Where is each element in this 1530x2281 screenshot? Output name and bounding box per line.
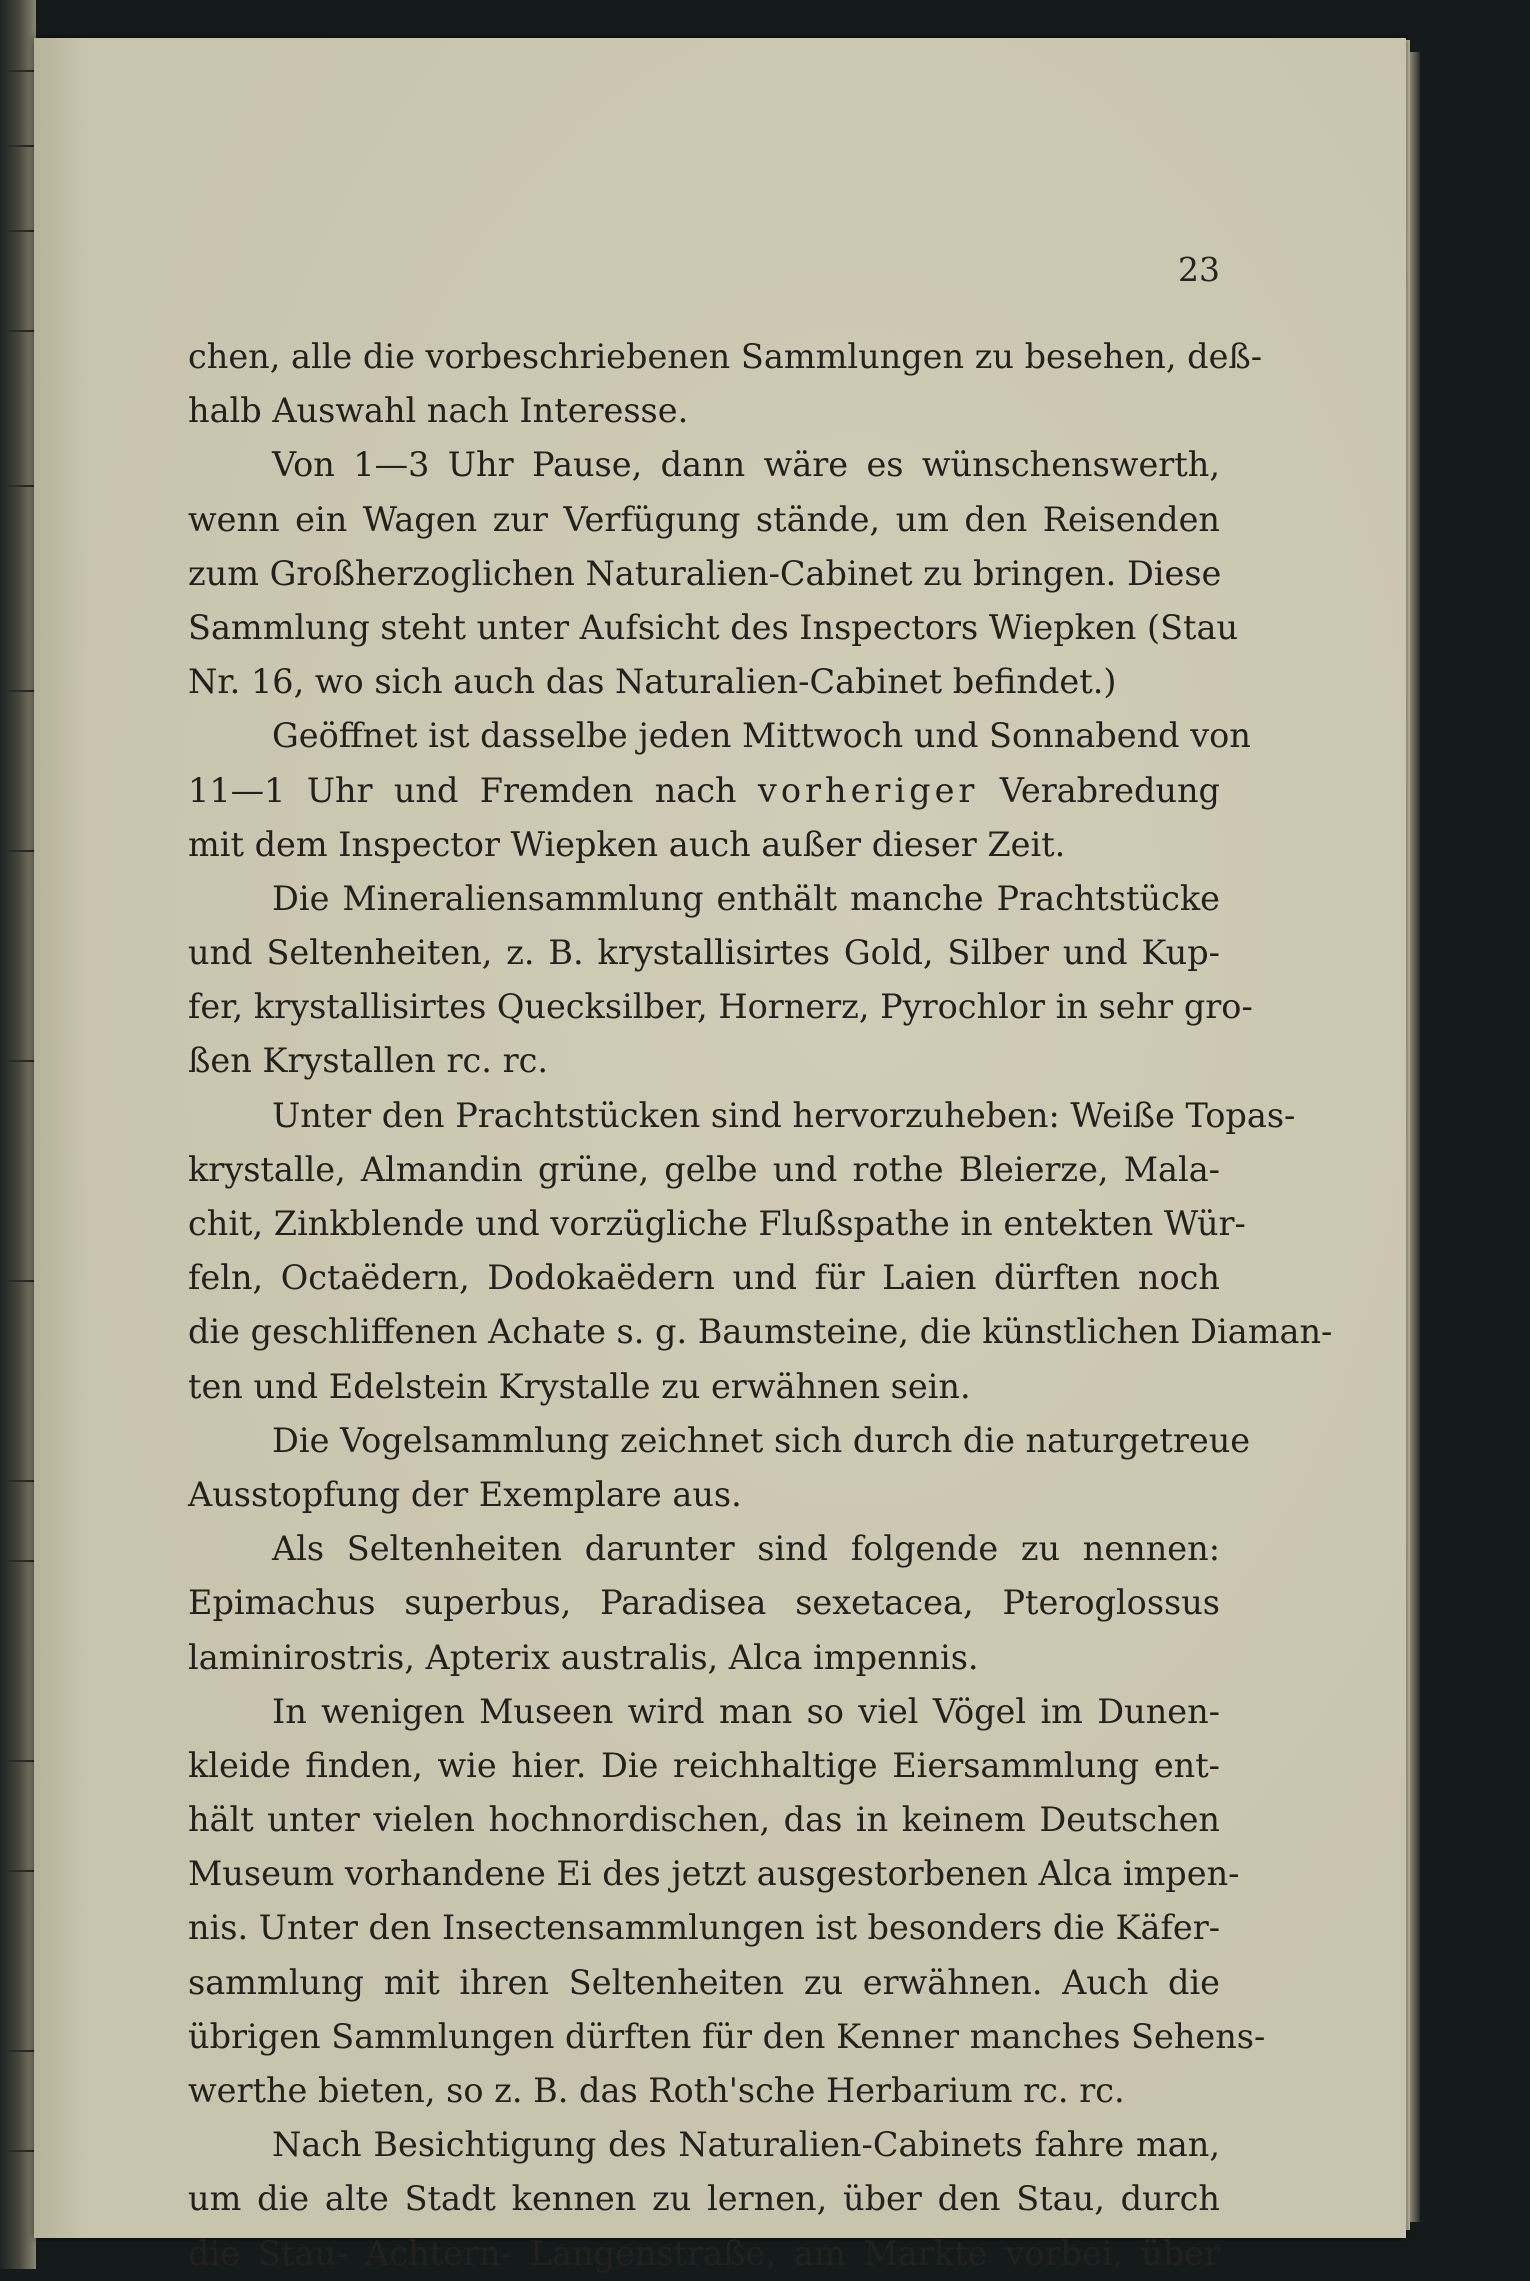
text-line: Ausstopfung der Exemplare aus. (188, 1474, 742, 1514)
stitch-mark (8, 70, 34, 72)
text-line: Als Seltenheiten darunter sind folgende zu nennen: (272, 1529, 1220, 1569)
text-line: laminirostris, Apterix australis, Alca impennis. (188, 1637, 979, 1677)
stitch-mark (8, 485, 34, 487)
text-line: übrigen Sammlungen dürften für den Kenner manches Sehens- (188, 2016, 1266, 2056)
stitch-mark (8, 1060, 34, 1062)
stitch-mark (8, 1760, 34, 1762)
text-line: 11—1 Uhr und Fremden nach vorheriger Verabredung (188, 770, 1221, 810)
text-line: chen, alle die vorbeschriebenen Sammlungen zu besehen, deß- (188, 337, 1263, 376)
stitch-mark (8, 1870, 34, 1872)
stitch-mark (8, 2050, 34, 2052)
page-number: 23 (1178, 250, 1220, 289)
text-line: wenn ein Wagen zur Verfügung ständе, um den Reisenden (188, 499, 1220, 539)
text-line: Sammlung steht unter Aufsicht des Inspectors Wiepken (Stau (188, 607, 1239, 647)
stitch-mark (8, 1480, 34, 1482)
text-line: Die Vogelsammlung zeichnet sich durch die naturgetreue (272, 1420, 1251, 1460)
text-line: Von 1—3 Uhr Pause, dann wäre es wünschenswerth, (272, 445, 1220, 485)
text-line: ßen Krystallen rc. rc. (188, 1041, 548, 1081)
text-line: Geöffnet ist dasselbe jeden Mittwoch und Sonnabend von (272, 716, 1251, 756)
text-line: zum Großherzoglichen Naturalien-Cabinet zu bringen. Diese (188, 553, 1222, 593)
text-line: Nach Besichtigung des Naturalien-Cabinets fahre man, (272, 2125, 1220, 2165)
text-line: hält unter vielen hochnordischen, das in keinem Deutschen (188, 1800, 1220, 1840)
text-line: Die Mineraliensammlung enthält manche Prachtstücke (272, 878, 1220, 918)
stitch-mark (8, 850, 34, 852)
text-line: In wenigen Museen wird man so viel Vögel im Dunen- (272, 1691, 1220, 1731)
text-line: krystalle, Almandin grüne, gelbe und rothe Bleierze, Mala- (188, 1149, 1220, 1189)
binding-stitches (8, 0, 36, 2269)
text-line: Nr. 16, wo sich auch das Naturalien-Cabinet befindet.) (188, 662, 1117, 702)
text-line: Unter den Prachtstücken sind hervorzuheben: Weiße Topas- (272, 1095, 1296, 1135)
text-line: die Stau- Achtern- Langenstraße, am Markte vorbei, über (188, 2233, 1220, 2273)
stitch-mark (8, 2150, 34, 2152)
text-line: fer, krystallisirtes Quecksilber, Hornerz, Pyrochlor in sehr gro- (188, 987, 1253, 1027)
text-line: Museum vorhandene Ei des jetzt ausgestorbenen Alca impen- (188, 1854, 1240, 1894)
text-line: nis. Unter den Insectensammlungen ist besonders die Käfer- (188, 1908, 1221, 1948)
text-line: Epimachus superbus, Paradisea sexetacea, Pteroglossus (188, 1583, 1220, 1623)
text-line: halb Auswahl nach Interesse. (188, 391, 689, 431)
text-line: werthe bieten, so z. B. das Roth'sche Herbarium rc. rc. (188, 2071, 1125, 2110)
text-line: feln, Octaëdern, Dodokaëdern und für Laien dürften noch (188, 1258, 1220, 1298)
stitch-mark (8, 1280, 34, 1282)
text-line: sammlung mit ihren Seltenheiten zu erwähnen. Auch die (188, 1962, 1220, 2002)
text-line: chit, Zinkblende und vorzügliche Flußspathe in entekten Wür- (188, 1204, 1246, 1243)
stitch-mark (8, 690, 34, 692)
text-line: um die alte Stadt kennen zu lernen, über den Stau, durch (188, 2179, 1220, 2219)
body-text (188, 330, 1333, 2281)
text-line: ten und Edelstein Krystalle zu erwähnen sein. (188, 1366, 971, 1406)
stitch-mark (8, 230, 34, 232)
stitch-mark (8, 145, 34, 147)
text-line: kleide finden, wie hier. Die reichhaltige Eiersammlung ent- (188, 1745, 1220, 1785)
text-line: die geschliffenen Achate s. g. Baumsteine, die künstlichen Diaman- (188, 1312, 1333, 1352)
text-line: und Seltenheiten, z. B. krystallisirtes Gold, Silber und Kup- (188, 933, 1220, 973)
stitch-mark (8, 330, 34, 332)
text-line: mit dem Inspector Wiepken auch außer dieser Zeit. (188, 824, 1066, 864)
stitch-mark (8, 1560, 34, 1562)
